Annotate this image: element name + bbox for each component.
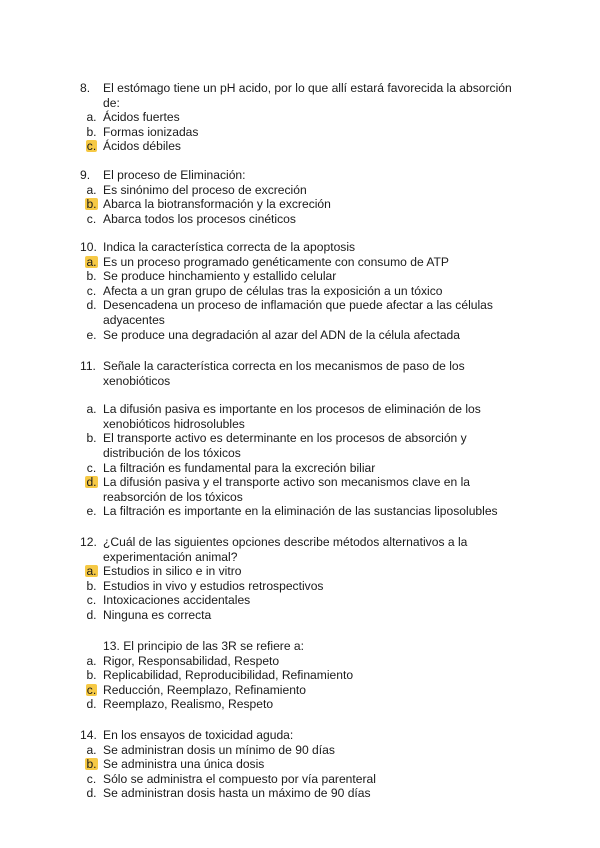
question-text: En los ensayos de toxicidad aguda: xyxy=(103,728,294,742)
question-number: 9. xyxy=(80,168,91,182)
question-text: El estómago tiene un pH acido, por lo que allí estará favorecida la absorción de: xyxy=(103,81,512,110)
option-c[interactable]: c. Reducción, Reemplazo, Refinamiento xyxy=(80,683,530,698)
question-9 xyxy=(80,168,530,226)
option-e[interactable]: e. Se produce una degradación al azar del ADN de la célula afectada xyxy=(86,327,461,342)
option-a[interactable]: a. Rigor, Responsabilidad, Respeto xyxy=(86,653,280,668)
option-c[interactable]: c. Intoxicaciones accidentales xyxy=(86,593,251,608)
option-b[interactable]: b. Estudios in vivo y estudios retrospectivos xyxy=(86,578,324,593)
question-number: 10. xyxy=(80,240,97,254)
option-b[interactable]: b. Se administra una única dosis xyxy=(80,757,530,772)
option-c[interactable]: c. Afecta a un gran grupo de células tras la exposición a un tóxico xyxy=(86,283,443,298)
question-number: 13. xyxy=(103,639,120,653)
option-d[interactable]: d. Desencadena un proceso de inflamación que puede afectar a las células adyacentes xyxy=(86,298,493,327)
option-b[interactable]: b. El transporte activo es determinante en los procesos de absorción y distribución de los tóxicos xyxy=(86,431,467,460)
option-b[interactable]: b. Formas ionizadas xyxy=(86,124,199,139)
question-text: El proceso de Eliminación: xyxy=(103,168,246,182)
question-13 xyxy=(80,639,530,712)
option-a[interactable]: a. Es un proceso programado genéticamente con consumo de ATP xyxy=(80,255,530,270)
option-d[interactable]: d. Reemplazo, Realismo, Respeto xyxy=(86,697,274,712)
question-12 xyxy=(80,535,530,623)
question-10 xyxy=(80,240,530,342)
option-c[interactable]: c. Abarca todos los procesos cinéticos xyxy=(86,211,296,226)
option-a[interactable]: a. Estudios in silico e in vitro xyxy=(80,564,530,579)
option-e[interactable]: e. La filtración es importante en la eliminación de las sustancias liposolubles xyxy=(86,504,498,519)
selected-answer-marker: a. xyxy=(86,564,97,579)
option-a[interactable]: a. Ácidos fuertes xyxy=(86,110,180,125)
question-text: El principio de las 3R se refiere a: xyxy=(123,639,305,653)
option-b[interactable]: b. Replicabilidad, Reproducibilidad, Refinamiento xyxy=(86,668,354,683)
question-11 xyxy=(80,359,530,519)
option-a[interactable]: a. Se administran dosis un mínimo de 90 días xyxy=(86,742,335,757)
option-a[interactable]: a. La difusión pasiva es importante en los procesos de eliminación de los xenobióticos hidrosolubles xyxy=(86,402,481,431)
selected-answer-marker: a. xyxy=(86,254,97,269)
question-text: ¿Cuál de las siguientes opciones describe métodos alternativos a la experimentación animal? xyxy=(103,535,468,564)
selected-answer-marker: b. xyxy=(86,197,97,212)
question-8 xyxy=(80,81,530,154)
option-c[interactable]: c. Ácidos débiles xyxy=(80,139,530,154)
question-text: Señale la característica correcta en los mecanismos de paso de los xenobióticos xyxy=(103,359,465,388)
selected-answer-marker: b. xyxy=(86,757,97,772)
option-d[interactable]: d. La difusión pasiva y el transporte activo son mecanismos clave en la reabsorción de los tóxicos xyxy=(80,475,530,504)
option-b[interactable]: b. Abarca la biotransformación y la excreción xyxy=(80,197,530,212)
question-number: 14. xyxy=(80,728,97,742)
selected-answer-marker: c. xyxy=(86,139,97,154)
option-c[interactable]: c. La filtración es fundamental para la excreción biliar xyxy=(86,460,376,475)
selected-answer-marker: d. xyxy=(86,475,97,490)
question-number: 11. xyxy=(80,359,96,373)
question-14 xyxy=(80,728,530,801)
option-d[interactable]: d. Ninguna es correcta xyxy=(86,607,212,622)
question-number: 12. xyxy=(80,535,97,549)
question-text: Indica la característica correcta de la apoptosis xyxy=(103,240,356,254)
option-a[interactable]: a. Es sinónimo del proceso de excreción xyxy=(86,182,307,197)
option-d[interactable]: d. Se administran dosis hasta un máximo de 90 días xyxy=(86,786,371,801)
option-b[interactable]: b. Se produce hinchamiento y estallido celular xyxy=(86,269,337,284)
option-c[interactable]: c. Sólo se administra el compuesto por vía parenteral xyxy=(86,771,376,786)
selected-answer-marker: c. xyxy=(86,682,97,697)
question-number: 8. xyxy=(80,81,91,95)
